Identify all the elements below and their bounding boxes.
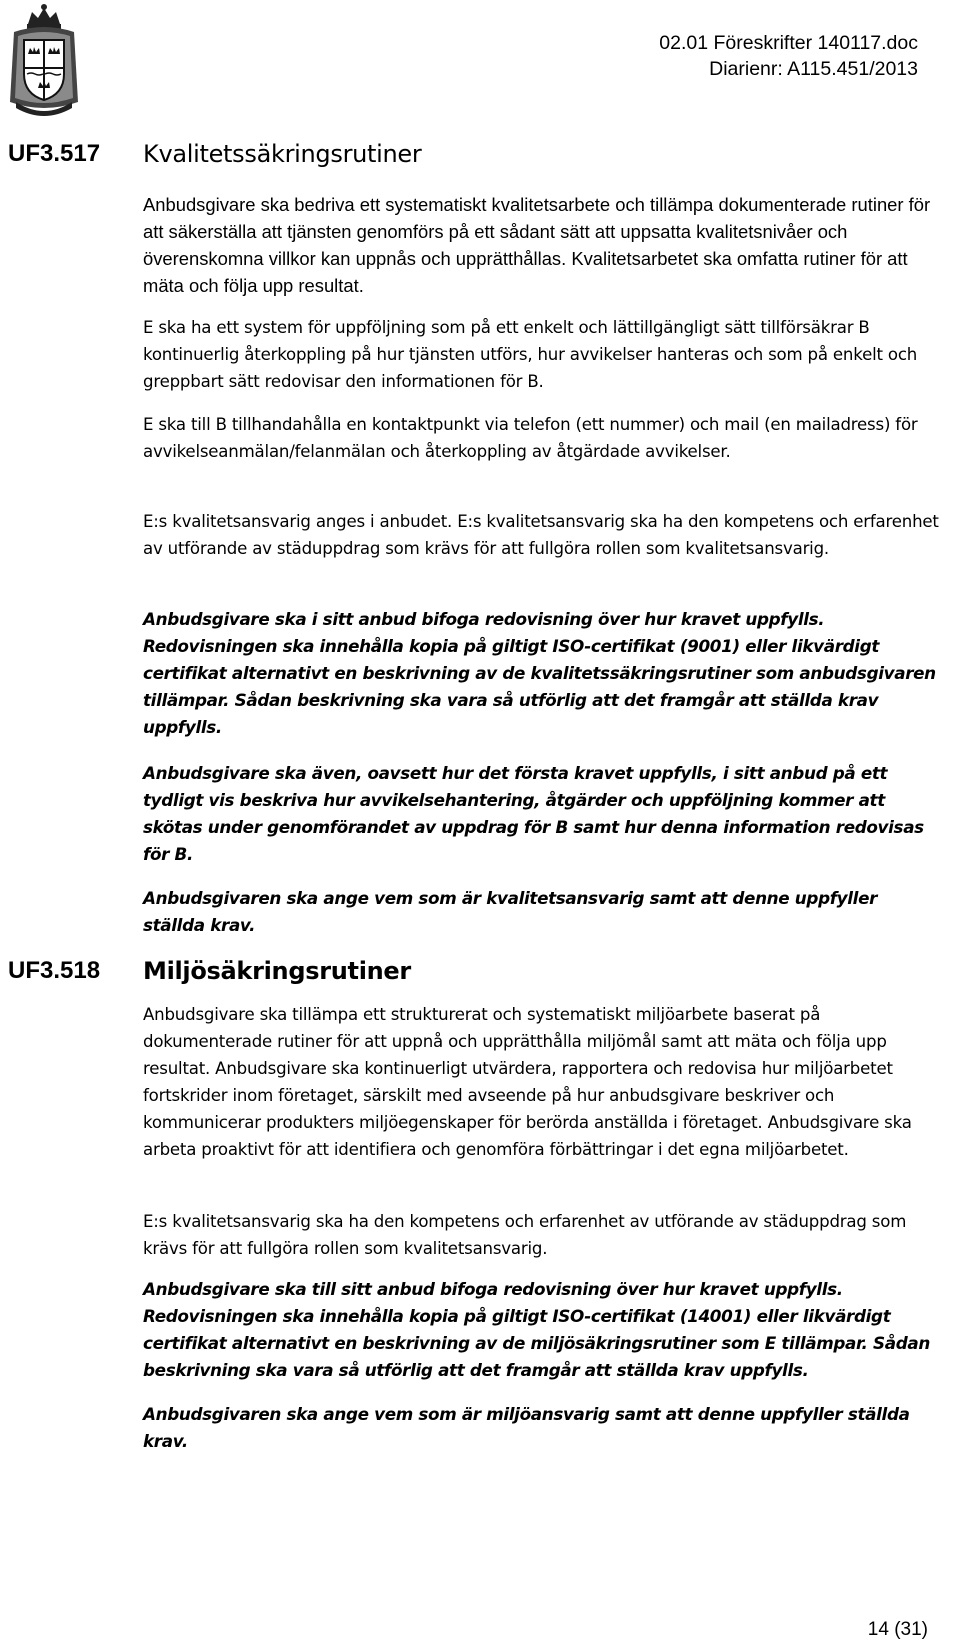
section-title: Kvalitetssäkringsrutiner [143, 140, 422, 168]
paragraph-requirement: Anbudsgivaren ska ange vem som är miljöansvarig samt att denne uppfyller ställda krav. [143, 1404, 910, 1451]
section-number: UF3.517 [8, 140, 101, 167]
header-meta [659, 30, 918, 82]
swedish-coat-of-arms-icon [6, 2, 82, 118]
paragraph: Anbudsgivare ska bedriva ett systematiskt kvalitetsarbete och tillämpa dokumenterade rutiner för att säkerställa att tjänsten genomförs på ett sådant sätt att uppsatta kvalitetsnivåer och överenskomna villkor kan uppnås och upprätthållas. Kvalitetsarbetet ska omfatta rutiner för att mäta och följa upp resultat. [143, 194, 931, 296]
paragraph-requirement: Anbudsgivare ska i sitt anbud bifoga redovisning över hur kravet uppfylls. Redovisningen ska innehålla kopia på giltigt ISO-certifikat (9001) eller likvärdigt certifikat alternativt en beskrivning av de kvalitetssäkringsrutiner som anbudsgivaren tillämpar. Sådan beskrivning ska vara så utförlig att det framgår att ställda krav uppfylls. [143, 609, 936, 737]
paragraph-requirement: Anbudsgivare ska till sitt anbud bifoga redovisning över hur kravet uppfylls. Redovisningen ska innehålla kopia på giltigt ISO-certifikat (14001) eller likvärdigt certifikat alternativt en beskrivning av de miljösäkringsrutiner som E tillämpar. Sådan beskrivning ska vara så utförlig att det framgår att ställda krav uppfylls. [143, 1279, 930, 1380]
paragraph-requirement: Anbudsgivare ska även, oavsett hur det första kravet uppfylls, i sitt anbud på ett tydligt vis beskriva hur avvikelsehantering, åtgärder och uppföljning kommer att skötas under genomförandet av uppdrag för B samt hur denna information redovisas för B. [143, 763, 924, 864]
section-title: Miljösäkringsrutiner [143, 957, 411, 985]
paragraph: E:s kvalitetsansvarig ska ha den kompetens och erfarenhet av utförande av städuppdrag som krävs för att fullgöra rollen som kvalitetsansvarig. [143, 1212, 907, 1258]
paragraph: Anbudsgivare ska tillämpa ett strukturerat och systematiskt miljöarbete baserat på dokumenterade rutiner för att uppnå och upprätthålla miljömål samt att mäta och följa upp resultat. Anbudsgivare ska kontinuerligt utvärdera, rapportera och redovisa hur miljöarbetet fortskrider inom företaget, särskilt med avseende på hur anbudsgivare beskriver och kommunicerar produkters miljöegenskaper för berörda anställda i företaget. Anbudsgivare ska arbeta proaktivt för att identifiera och genomföra förbättringar i det egna miljöarbetet. [143, 1005, 912, 1159]
paragraph: E:s kvalitetsansvarig anges i anbudet. E:s kvalitetsansvarig ska ha den kompetens och erfarenhet av utförande av städuppdrag som krävs för att fullgöra rollen som kvalitetsansvarig. [143, 512, 939, 558]
paragraph: E ska till B tillhandahålla en kontaktpunkt via telefon (ett nummer) och mail (en mailadress) för avvikelseanmälan/felanmälan och återkoppling av åtgärdade avvikelser. [143, 415, 918, 461]
paragraph-requirement: Anbudsgivaren ska ange vem som är kvalitetsansvarig samt att denne uppfyller ställda krav. [143, 888, 878, 935]
document-filename: 02.01 Föreskrifter 140117.doc [659, 32, 918, 54]
section-number: UF3.518 [8, 957, 101, 984]
diary-number: Diarienr: A115.451/2013 [709, 58, 918, 80]
page-number: 14 (31) [867, 1619, 928, 1640]
paragraph: E ska ha ett system för uppföljning som på ett enkelt och lättillgängligt sätt tillförsäkrar B kontinuerlig återkoppling på hur tjänsten utförs, hur avvikelser hanteras och som på enkelt och greppbart sätt redovisar den informationen för B. [143, 318, 918, 391]
